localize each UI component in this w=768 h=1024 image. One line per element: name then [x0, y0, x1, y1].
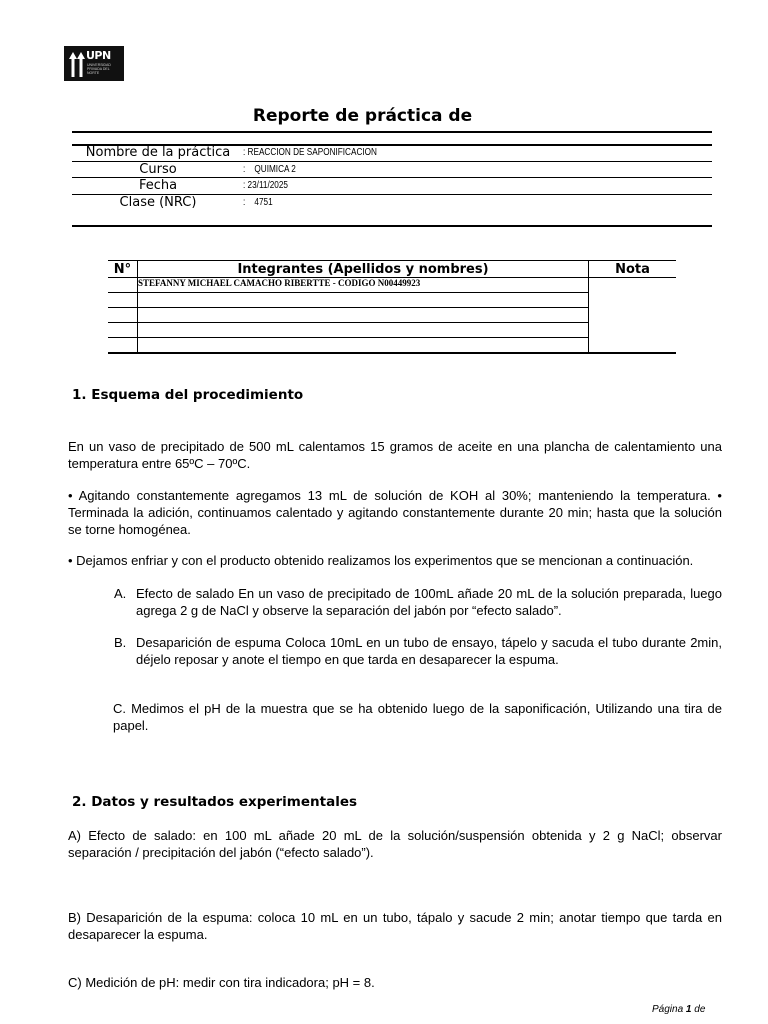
member-name: STEFANNY MICHAEL CAMACHO RIBERTTE - CODIGO N00449923	[138, 278, 421, 288]
paragraph: • Agitando constantemente agregamos 13 mL de solución de KOH al 30%; manteniendo la temperatura. • Terminada la adición, continuamos calentado y agitando constantemente durante 20 min; hasta que la solución se torne homogénea.	[68, 488, 722, 537]
date-value: : 23/11/2025	[243, 180, 288, 191]
list-item	[114, 634, 722, 668]
course-value: : QUIMICA 2	[243, 164, 296, 175]
course-label: Curso	[139, 162, 177, 177]
date-label: Fecha	[138, 178, 178, 193]
paragraph: • Dejamos enfriar y con el producto obtenido realizamos los experimentos que se mencionan a continuación.	[68, 553, 694, 568]
grade-cell	[589, 278, 677, 354]
upn-arrows-icon	[68, 50, 86, 78]
class-nrc-value: : 4751	[243, 197, 273, 208]
paragraph: C. Medimos el pH de la muestra que se ha obtenido luego de la saponificación, Utilizando una tira de papel.	[113, 701, 722, 733]
paragraph: A) Efecto de salado: en 100 mL añade 20 mL de la solución/suspensión obtenida y 2 g NaCl; observar separación / precipitación del jabón (“efecto salado”).	[68, 828, 722, 860]
section-heading: 2. Datos y resultados experimentales	[72, 794, 358, 810]
section-heading: 1. Esquema del procedimiento	[72, 387, 304, 403]
column-header-grade: Nota	[589, 261, 677, 278]
page-number: 1	[685, 1004, 692, 1015]
practice-name-value: : REACCION DE SAPONIFICACION	[243, 147, 377, 158]
list-marker: B.	[114, 635, 127, 650]
paragraph: B) Desaparición de la espuma: coloca 10 mL en un tubo, tápalo y sacude 2 min; anotar tiempo que tarda en desaparecer la espuma.	[68, 910, 722, 942]
logo-subtext: UNIVERSIDAD PRIVADA DEL NORTE	[87, 63, 111, 75]
class-nrc-label: Clase (NRC)	[119, 195, 197, 210]
column-header-members: Integrantes (Apellidos y nombres)	[138, 261, 589, 278]
divider	[72, 225, 712, 227]
logo-text: UPN	[86, 49, 111, 62]
list-marker: A.	[114, 586, 127, 601]
divider	[72, 131, 712, 133]
members-table	[108, 260, 676, 354]
table-row	[108, 278, 676, 293]
list-item-text: Desaparición de espuma Coloca 10mL en un tubo de ensayo, tápelo y sacuda el tubo durante 2min, déjelo reposar y anote el tiempo en que tarda en desaparecer la espuma.	[136, 635, 722, 667]
paragraph: En un vaso de precipitado de 500 mL calentamos 15 gramos de aceite en una plancha de calentamiento una temperatura entre 65ºC – 70ºC.	[68, 439, 722, 471]
paragraph: C) Medición de pH: medir con tira indicadora; pH = 8.	[68, 975, 375, 990]
university-logo	[64, 46, 124, 81]
list-item	[114, 585, 722, 619]
column-header-number: N°	[108, 261, 138, 278]
page-footer: Página 1 de	[652, 1004, 706, 1015]
practice-name-label: Nombre de la práctica	[85, 145, 231, 160]
page-title: Reporte de práctica de	[252, 106, 473, 126]
list-item-text: Efecto de salado En un vaso de precipitado de 100mL añade 20 mL de la solución preparada, luego agrega 2 g de NaCl y observe la separación del jabón por “efecto salado”.	[136, 586, 722, 618]
